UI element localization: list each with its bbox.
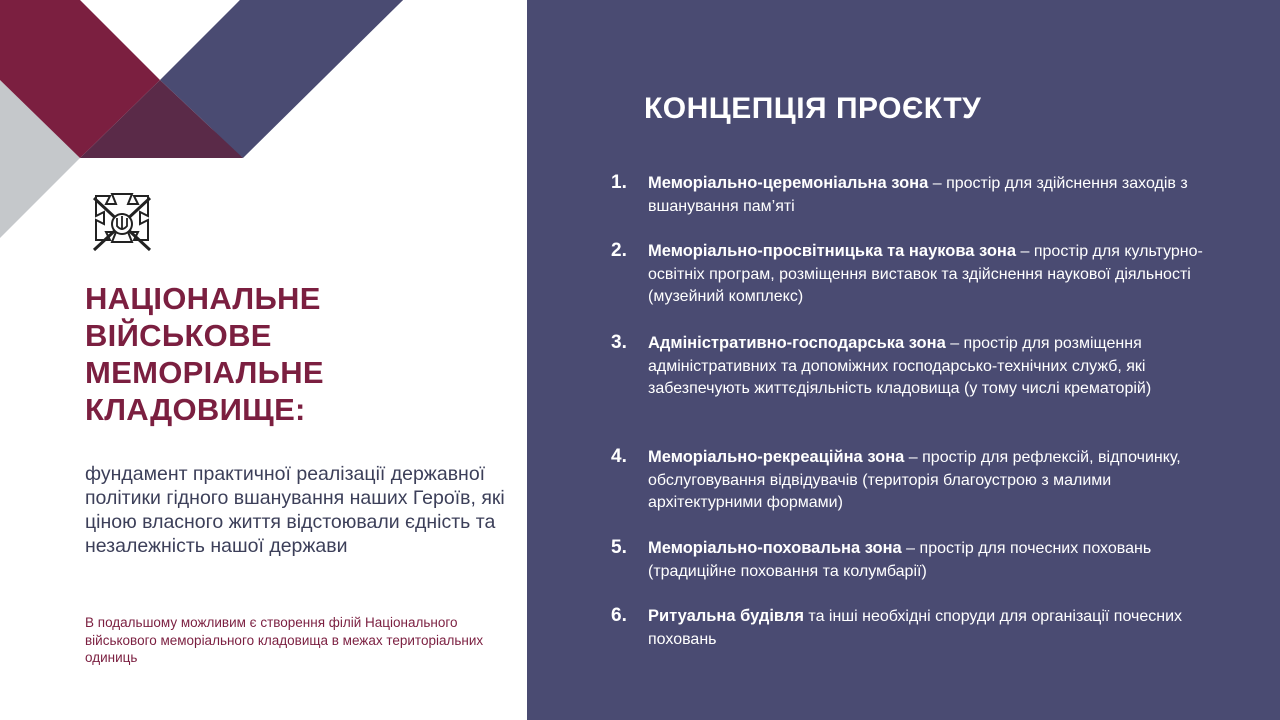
main-title-line: ВІЙСЬКОВЕ [85, 318, 272, 353]
list-item [611, 240, 1211, 309]
item-text [648, 240, 1211, 309]
main-title-line: НАЦІОНАЛЬНЕ [85, 281, 321, 316]
left-panel [0, 0, 527, 720]
list-item [611, 605, 1211, 651]
item-title: Меморіально-поховальна зона [648, 539, 902, 557]
item-text [648, 537, 1211, 583]
item-description: – простір для розміщення адміністративних та допоміжних господарсько-технічних служб, які забезпечують життєдіяльність кладовища (у тому числі крематорій) [648, 335, 1152, 397]
list-item [611, 172, 1211, 218]
item-description: – простір для рефлексій, відпочинку, обслуговування відвідувачів (територія благоустрою з малими архітектурними формами) [648, 449, 1181, 511]
item-description: – простір для здійснення заходів з вшанування пам’яті [648, 175, 1188, 215]
right-panel [527, 0, 1280, 720]
main-title-line: МЕМОРІАЛЬНЕ [85, 355, 324, 390]
item-number: 4. [611, 446, 627, 467]
subtitle: фундамент практичної реалізації державної політики гідного вшанування наших Героїв, які ціною власного життя відстоювали єдність та незалежність нашої держави [85, 463, 505, 557]
item-description: – простір для почесних поховань (традиційне поховання та колумбарії) [648, 540, 1152, 580]
item-text [648, 605, 1211, 651]
item-title: Меморіально-рекреаційна зона [648, 448, 905, 466]
item-text [648, 332, 1211, 401]
item-title: Ритуальна будівля [648, 607, 804, 625]
item-number: 2. [611, 240, 627, 261]
item-number: 3. [611, 332, 627, 353]
cross-trident-emblem-icon [88, 192, 156, 256]
item-number: 1. [611, 172, 627, 193]
main-title-line: КЛАДОВИЩЕ: [85, 392, 306, 427]
list-item [611, 446, 1211, 515]
item-description: – простір для культурно-освітніх програм, розміщення виставок та здійснення наукової діяльності (музейний комплекс) [648, 243, 1203, 305]
footnote: В подальшому можливим є створення філій Національного військового меморіального кладовища в межах територіальних одиниць [85, 615, 484, 665]
item-number: 5. [611, 537, 627, 558]
decorative-triangles [0, 0, 527, 260]
item-title: Адміністративно-господарська зона [648, 334, 946, 352]
main-title [85, 280, 505, 428]
list-item [611, 332, 1211, 401]
concept-title: КОНЦЕПЦІЯ ПРОЄКТУ [644, 92, 982, 125]
item-title: Меморіально-просвітницька та наукова зона [648, 242, 1017, 260]
item-number: 6. [611, 605, 627, 626]
item-text [648, 172, 1211, 218]
item-description: та інші необхідні споруди для організації почесних поховань [648, 608, 1183, 648]
item-text [648, 446, 1211, 515]
item-title: Меморіально-церемоніальна зона [648, 174, 929, 192]
list-item [611, 537, 1211, 583]
